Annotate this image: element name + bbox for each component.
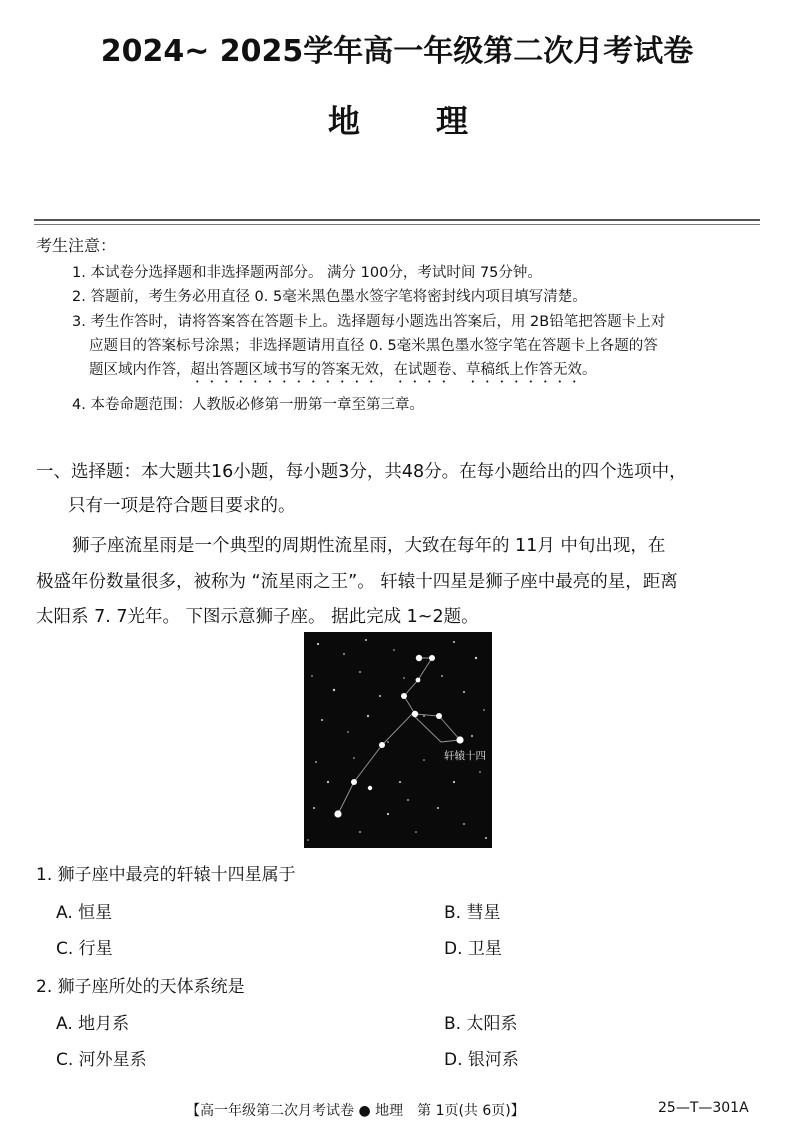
notice-title: 考生注意：	[36, 236, 117, 255]
question-2-option-a: A. 地月系	[56, 1014, 130, 1034]
notice-item-1: 1. 本试卷分选择题和非选择题两部分。 满分 100分，考试时间 75分钟。	[72, 265, 542, 281]
header-divider-thin	[34, 224, 760, 225]
passage-line-2: 极盛年份数量很多，被称为 “流星雨之王”。 轩辕十四星是狮子座中最亮的星，距离	[36, 572, 678, 592]
question-1-option-b: B. 彗星	[444, 903, 501, 923]
notice-item-2: 2. 答题前，考生务必用直径 0. 5毫米黑色墨水签字笔将密封线内项目填写清楚。	[72, 289, 587, 305]
notice-item-3: 3. 考生作答时，请将答案答在答题卡上。选择题每小题选出答案后，用 2B铅笔把答题卡上对	[72, 314, 666, 330]
subject-char-2: 理	[436, 102, 469, 140]
question-2-option-b: B. 太阳系	[444, 1014, 518, 1034]
question-1-stem: 1. 狮子座中最亮的轩辕十四星属于	[36, 865, 296, 885]
section-heading-cont: 只有一项是符合题目要求的。	[68, 496, 296, 516]
leo-constellation-diagram	[304, 632, 492, 848]
regulus-label: 轩辕十四	[444, 750, 486, 762]
question-2-option-c: C. 河外星系	[56, 1050, 147, 1070]
paper-code: 25—T—301A	[658, 1100, 749, 1116]
question-2-option-d: D. 银河系	[444, 1050, 519, 1070]
constellation-lines	[338, 658, 460, 814]
question-1-option-c: C. 行星	[56, 939, 113, 959]
header-divider-thick	[34, 219, 760, 221]
passage-line-3: 太阳系 7. 7光年。 下图示意狮子座。 据此完成 1~2题。	[36, 607, 479, 627]
leo-constellation-figure	[304, 632, 492, 848]
notice-item-3-line-2: 应题目的答案标号涂黑；非选择题请用直径 0. 5毫米黑色墨水签字笔在答题卡上各题的答	[89, 338, 658, 354]
passage-line-1: 狮子座流星雨是一个典型的周期性流星雨，大致在每年的 11月 中旬出现，在	[72, 536, 666, 556]
subject-char-1: 地	[328, 102, 361, 140]
constellation-stars	[334, 655, 463, 818]
notice-item-4: 4. 本卷命题范围：人教版必修第一册第一章至第三章。	[72, 397, 424, 413]
question-2-stem: 2. 狮子座所处的天体系统是	[36, 977, 245, 997]
question-1-option-a: A. 恒星	[56, 903, 113, 923]
page-footer: 【高一年级第二次月考试卷 ● 地理 第 1页(共 6页)】	[186, 1103, 525, 1119]
section-heading: 一、选择题：本大题共16小题，每小题3分，共48分。在每小题给出的四个选项中，	[36, 462, 687, 482]
exam-title: 2024~ 2025学年高一年级第二次月考试卷	[100, 34, 694, 69]
question-1-option-d: D. 卫星	[444, 939, 502, 959]
notice-item-3-line-3: 题区域内作答，超出答题区域书写的答案无效，在试题卷、草稿纸上作答无效。	[89, 362, 597, 378]
